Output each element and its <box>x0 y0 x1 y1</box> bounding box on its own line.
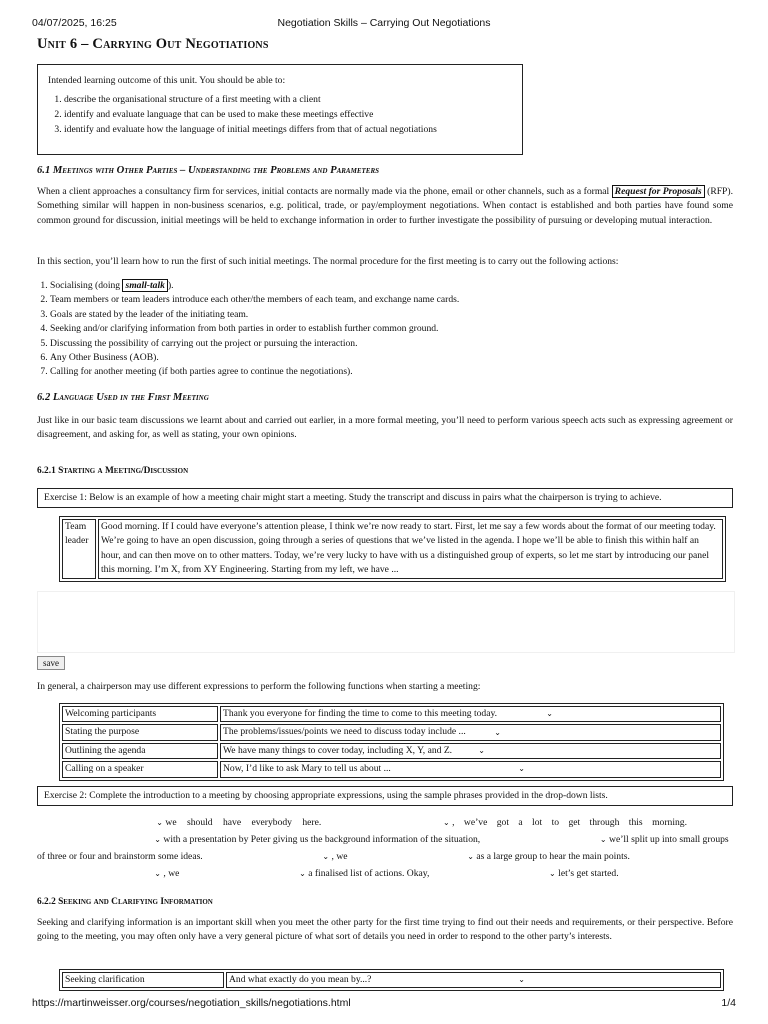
chevron-down-icon: ⌄ <box>443 818 450 827</box>
transcript-speaker: Team leader <box>62 519 96 579</box>
chevron-down-icon: ⌄ <box>322 852 330 861</box>
section-6-2-heading: 6.2 Language Used in the First Meeting <box>37 392 209 403</box>
chevron-down-icon: ⌄ <box>546 709 553 719</box>
chevron-down-icon: ⌄ <box>494 727 501 737</box>
procedure-step: 3. Goals are stated by the leader of the initiating team. <box>50 308 740 322</box>
function-row <box>62 761 721 777</box>
section-6-1-paragraph-1: When a client approaches a consultancy firm for services, initial contacts are normally made via the phone, email or other channels, such as a formal Request for Proposals (RFP). Something similar will happen in non-business scenarios, e.g. political, trade, or pay/employment negotiations. When contact is established and both parties have found some common ground for discussion, initial meetings will be held to exchange information in order to further investigate the possibility of pursuing or developing mutual interaction. <box>37 186 733 226</box>
functions-table <box>59 703 724 781</box>
chevron-down-icon: ⌄ <box>154 835 161 844</box>
chevron-down-icon: ⌄ <box>518 764 525 774</box>
chevron-down-icon: ⌄ <box>156 818 163 827</box>
outcomes-list <box>48 93 512 138</box>
section-6-1-paragraph-2: In this section, you’ll learn how to run the first of such initial meetings. The normal procedure for the first meeting is to carry out the following actions: <box>37 256 619 267</box>
function-label: Seeking clarification <box>62 972 224 988</box>
cloze-dropdown[interactable] <box>432 865 556 882</box>
clarification-table <box>59 969 724 991</box>
cloze-dropdown[interactable] <box>182 865 306 882</box>
cloze-dropdown[interactable] <box>205 848 329 865</box>
transcript-table <box>59 516 726 582</box>
meeting-procedure-list <box>37 279 740 380</box>
chevron-down-icon: ⌄ <box>549 869 556 878</box>
function-row <box>62 706 721 722</box>
cloze-dropdown[interactable] <box>37 814 163 831</box>
exercise-2-cloze: ⌄ we should have everybody here. ⌄ , we’ve got a lot to get through this morning. ⌄ with a presentation by Peter giving us the background information of the situation, ⌄ we’ll split up into small groups of three or four and brainstorm some ideas. ⌄ , we ⌄ as a large group to hear the main points. ⌄ , we ⌄ a finalised list of actions. Okay, ⌄ let’s get started. <box>37 814 733 882</box>
function-label: Welcoming participants <box>62 706 218 722</box>
outcomes-intro: Intended learning outcome of this unit. You should be able to: <box>48 75 286 86</box>
procedure-step: 6. Any Other Business (AOB). <box>50 351 740 365</box>
unit-title: Unit 6 – Carrying Out Negotiations <box>37 36 269 52</box>
print-footer <box>32 996 736 1010</box>
function-select[interactable]: The problems/issues/points we need to discuss today include ... ⌄ <box>220 724 721 740</box>
function-label: Calling on a speaker <box>62 761 218 777</box>
print-header <box>32 16 736 30</box>
print-page-number: 1/4 <box>721 997 736 1009</box>
section-6-1-heading: 6.1 Meetings with Other Parties – Understanding the Problems and Parameters <box>37 165 380 176</box>
chevron-down-icon: ⌄ <box>478 745 485 755</box>
cloze-dropdown[interactable] <box>324 814 450 831</box>
function-select[interactable]: Thank you everyone for finding the time to come to this meeting today. ⌄ <box>220 706 721 722</box>
learning-outcomes-box <box>37 64 523 155</box>
function-select[interactable]: Now, I’d like to ask Mary to tell us about ... ⌄ <box>220 761 721 777</box>
function-select[interactable]: We have many things to cover today, including X, Y, and Z. ⌄ <box>220 743 721 759</box>
print-datetime: 04/07/2025, 16:25 <box>32 17 117 29</box>
section-6-2-paragraph: Just like in our basic team discussions we learnt about and carried out earlier, in a more formal meeting, you’ll need to perform various speech acts such as expressing agreement or disagreement, and asking for, as well as stating, your own opinions. <box>37 415 733 441</box>
function-row <box>62 743 721 759</box>
procedure-step: 5. Discussing the possibility of carrying out the project or pursuing the interaction. <box>50 337 740 351</box>
glossary-term-small-talk[interactable]: small-talk <box>122 279 167 292</box>
glossary-term-rfp[interactable]: Request for Proposals <box>612 185 705 198</box>
section-6-2-2-heading: 6.2.2 Seeking and Clarifying Information <box>37 897 213 907</box>
functions-intro: In general, a chairperson may use different expressions to perform the following functions when starting a meeting: <box>37 681 481 692</box>
chevron-down-icon: ⌄ <box>467 852 474 861</box>
procedure-step: 7. Calling for another meeting (if both parties agree to continue the negotiations). <box>50 365 740 379</box>
outcome-item: 3. identify and evaluate how the language of initial meetings differs from that of actual negotiations <box>64 123 512 138</box>
exercise-1-box: Exercise 1: Below is an example of how a meeting chair might start a meeting. Study the transcript and discuss in pairs what the chairperson is trying to achieve. <box>37 488 733 508</box>
print-page-title: Negotiation Skills – Carrying Out Negotiations <box>277 17 491 29</box>
chevron-down-icon: ⌄ <box>518 975 525 985</box>
print-url: https://martinweisser.org/courses/negotiation_skills/negotiations.html <box>32 997 351 1009</box>
function-row <box>62 724 721 740</box>
procedure-step: 1. Socialising (doing small-talk ). <box>50 279 740 293</box>
outcome-item: 2. identify and evaluate language that can be used to make these meetings effective <box>64 108 512 123</box>
save-button[interactable]: save <box>37 656 65 670</box>
cloze-dropdown[interactable] <box>37 865 161 882</box>
procedure-step: 4. Seeking and/or clarifying information from both parties in order to establish further common ground. <box>50 322 740 336</box>
chevron-down-icon: ⌄ <box>154 869 161 878</box>
cloze-dropdown[interactable] <box>37 831 161 848</box>
section-6-2-1-heading: 6.2.1 Starting a Meeting/Discussion <box>37 466 189 476</box>
section-6-2-2-paragraph: Seeking and clarifying information is an important skill when you meet the other party for the first time trying to find out their needs and requirements, or their perspective. Before going to the meeting, you may often only have a very general picture of what sort of details you need in order to respond to the other party’s interests. <box>37 917 733 943</box>
cloze-dropdown[interactable] <box>350 848 474 865</box>
outcome-item: 1. describe the organisational structure of a first meeting with a client <box>64 93 512 108</box>
procedure-step: 2. Team members or team leaders introduce each other/the members of each team, and exchange name cards. <box>50 293 740 307</box>
chevron-down-icon: ⌄ <box>299 869 306 878</box>
transcript-speech: Good morning. If I could have everyone’s attention please, I think we’re now ready to start. First, let me say a few words about the format of our meeting today. We’re going to have an open discussion, going through a series of questions that we’ve listed in the agenda. I hope we’ll be able to finish this within half an hour, and can then move on to other matters. Today, we’re very lucky to have with us a distinguished group of experts, so let me start by introducing our panel this morning. I’m X, from XY Engineering. Starting from my left, we have ... <box>98 519 723 579</box>
discussion-notes-textarea[interactable] <box>37 591 735 653</box>
function-row <box>62 972 721 988</box>
chevron-down-icon: ⌄ <box>599 835 607 844</box>
function-select[interactable]: And what exactly do you mean by...? ⌄ <box>226 972 721 988</box>
function-label: Outlining the agenda <box>62 743 218 759</box>
function-label: Stating the purpose <box>62 724 218 740</box>
exercise-2-box: Exercise 2: Complete the introduction to a meeting by choosing appropriate expressions, using the sample phrases provided in the drop-down lists. <box>37 786 733 806</box>
cloze-dropdown[interactable] <box>483 831 607 848</box>
